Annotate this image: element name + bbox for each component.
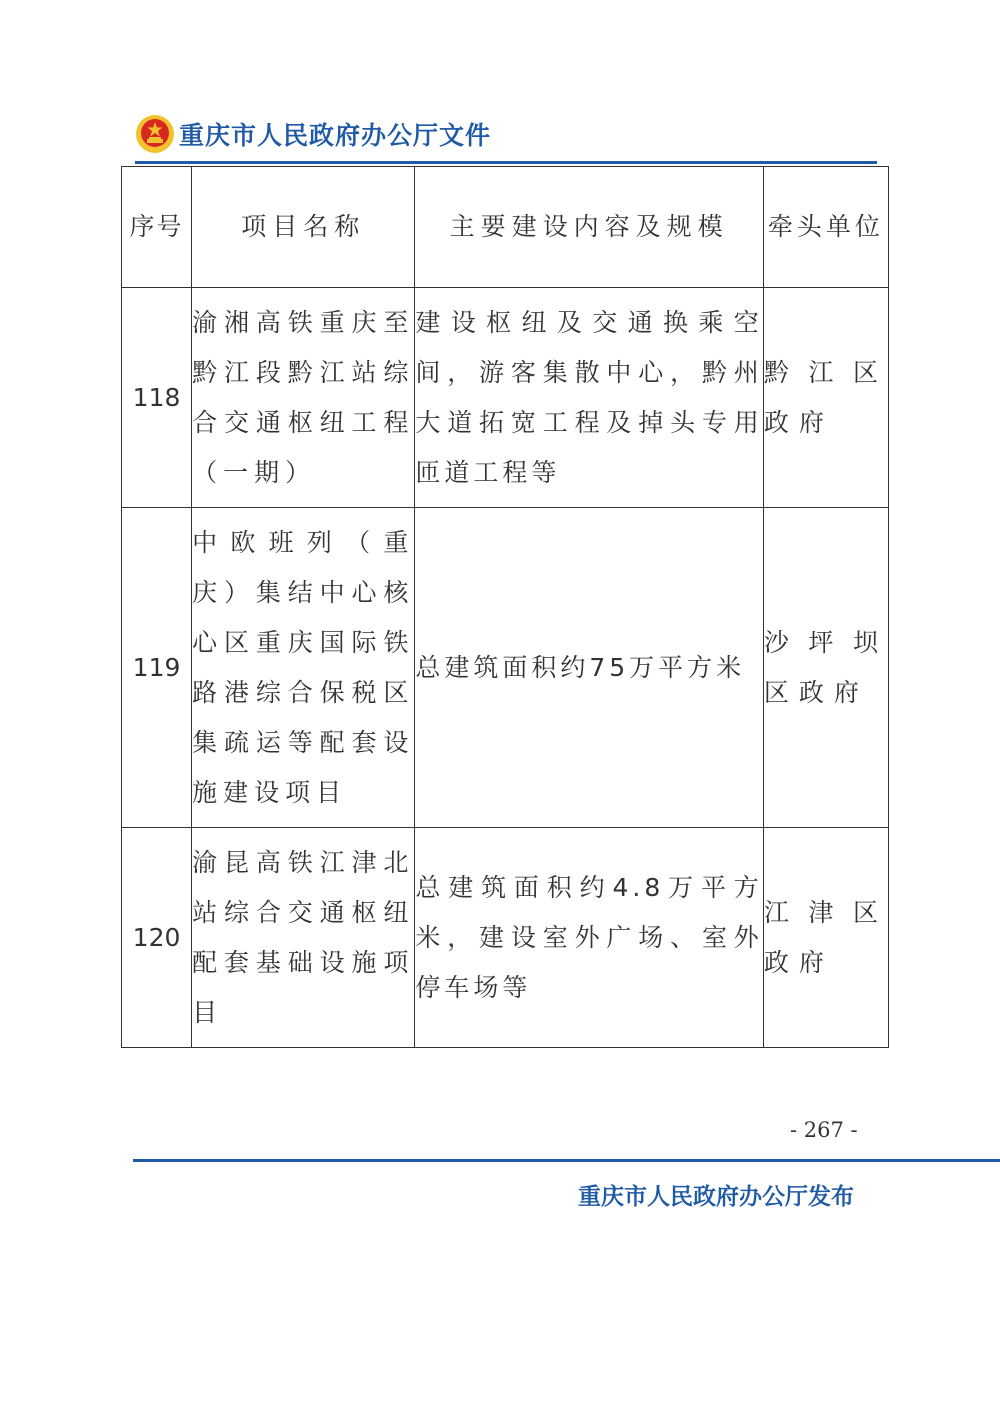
project-name: 渝昆高铁江津北站综合交通枢纽配套基础设施项目 <box>192 828 415 1048</box>
footer-divider <box>133 1159 1000 1162</box>
document-header <box>135 112 491 156</box>
project-content: 建设枢纽及交通换乘空间，游客集散中心，黔州大道拓宽工程及掉头专用匝道工程等 <box>415 288 763 508</box>
table-row <box>122 288 889 508</box>
column-header-content: 主要建设内容及规模 <box>415 167 763 288</box>
table-row <box>122 508 889 828</box>
project-content: 总建筑面积约4.8万平方米，建设室外广场、室外停车场等 <box>415 828 763 1048</box>
row-number: 118 <box>122 288 192 508</box>
column-header-lead-unit: 牵头单位 <box>763 167 888 288</box>
project-table <box>121 166 889 1048</box>
lead-unit: 沙坪坝区政府 <box>763 508 888 828</box>
row-number: 119 <box>122 508 192 828</box>
document-title: 重庆市人民政府办公厅文件 <box>179 121 492 150</box>
project-name: 中欧班列（重庆）集结中心核心区重庆国际铁路港综合保税区集疏运等配套设施建设项目 <box>192 508 415 828</box>
table-header-row <box>122 167 889 288</box>
project-content: 总建筑面积约75万平方米 <box>415 508 763 828</box>
lead-unit: 江津区政府 <box>763 828 888 1048</box>
national-emblem-icon <box>135 114 175 154</box>
column-header-project-name: 项目名称 <box>192 167 415 288</box>
row-number: 120 <box>122 828 192 1048</box>
lead-unit: 黔江区政府 <box>763 288 888 508</box>
column-header-number: 序号 <box>122 167 192 288</box>
page-number: - 267 - <box>790 1118 858 1142</box>
header-divider <box>135 161 877 164</box>
publisher-text: 重庆市人民政府办公厅发布 <box>578 1183 854 1210</box>
project-name: 渝湘高铁重庆至黔江段黔江站综合交通枢纽工程（一期） <box>192 288 415 508</box>
table-row <box>122 828 889 1048</box>
